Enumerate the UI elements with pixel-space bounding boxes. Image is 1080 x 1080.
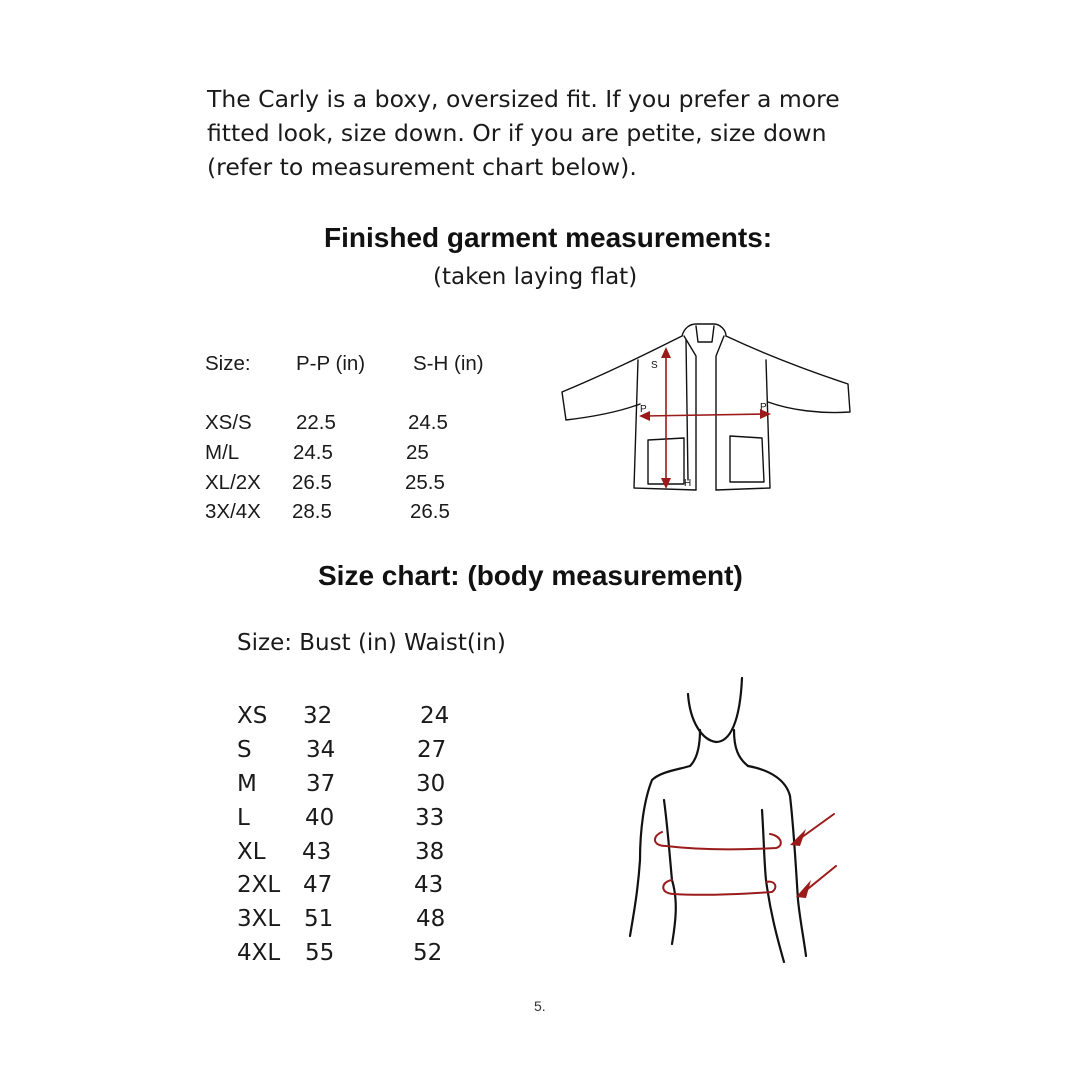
diagram-label-p-left: P [640,404,647,415]
garment-subheading: (taken laying flat) [433,264,638,290]
size-chart-cell-bust: 51 [304,906,334,932]
size-chart-cell-size: S [237,737,252,763]
garment-cell-size: M/L [205,441,240,464]
intro-line: (refer to measurement chart below). [207,153,637,181]
size-chart-cell-size: M [237,771,257,797]
size-chart-cell-size: 2XL [237,872,281,898]
size-chart-cell-bust: 32 [303,703,333,729]
garment-col-pp: P-P (in) [296,352,366,375]
size-chart-cell-waist: 30 [416,771,446,797]
garment-col-size: Size: [205,352,251,375]
size-chart-cell-waist: 27 [417,737,447,763]
garment-cell-sh: 25.5 [405,471,445,494]
garment-cell-size: XL/2X [205,471,261,494]
intro-line: fitted look, size down. Or if you are petite, size down [207,119,827,147]
size-chart-cell-size: XL [237,839,266,865]
size-chart-cell-bust: 55 [305,940,335,966]
size-chart-cell-size: XS [237,703,268,729]
garment-col-sh: S-H (in) [413,352,484,375]
garment-cell-sh: 24.5 [408,411,448,434]
intro-line: The Carly is a boxy, oversized fit. If you prefer a more [207,85,840,113]
garment-cell-pp: 26.5 [292,471,332,494]
diagram-label-h: H [684,478,692,489]
garment-cell-sh: 26.5 [410,500,450,523]
garment-cell-size: 3X/4X [205,500,261,523]
diagram-label-p-right: P [760,402,767,413]
size-chart-cell-bust: 43 [302,839,332,865]
size-chart-cell-waist: 24 [420,703,450,729]
diagram-label-s: S [651,360,658,371]
garment-cell-sh: 25 [406,441,429,464]
garment-cell-pp: 28.5 [292,500,332,523]
size-chart-cell-size: 4XL [237,940,281,966]
size-chart-cell-size: L [237,805,250,831]
size-chart-header: Size: Bust (in) Waist(in) [237,630,506,656]
size-chart-cell-bust: 47 [303,872,333,898]
size-chart-cell-waist: 38 [415,839,445,865]
body-outline-diagram [625,672,845,972]
size-chart-cell-waist: 48 [416,906,446,932]
garment-cell-size: XS/S [205,411,252,434]
size-chart-cell-waist: 33 [415,805,445,831]
garment-cell-pp: 24.5 [293,441,333,464]
size-chart-cell-waist: 43 [414,872,444,898]
jacket-diagram [558,320,858,500]
size-chart-cell-bust: 37 [306,771,336,797]
size-chart-cell-bust: 40 [305,805,335,831]
intro-paragraph [207,82,867,184]
garment-heading: Finished garment measurements: [324,222,773,253]
garment-cell-pp: 22.5 [296,411,336,434]
size-chart-cell-size: 3XL [237,906,281,932]
page-number: 5. [534,998,546,1014]
size-chart-cell-bust: 34 [306,737,336,763]
size-chart-cell-waist: 52 [413,940,443,966]
size-chart-heading: Size chart: (body measurement) [318,560,743,591]
